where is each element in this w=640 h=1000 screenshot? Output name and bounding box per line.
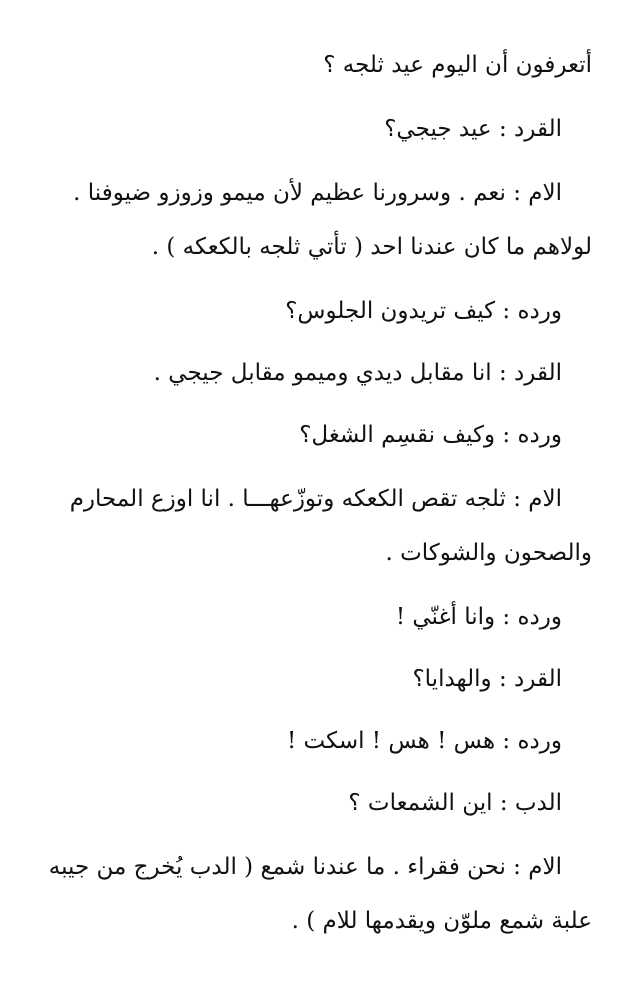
dialogue-line: ورده : وانا أغنّي !: [395, 604, 562, 630]
dialogue-line: الام : ثلجه تقص الكعكه وتوزّعهـــا . انا اوزع المحارم: [69, 486, 562, 512]
dialogue-line: ورده : وكيف نقسِم الشغل؟: [299, 422, 562, 448]
dialogue-line: الام : نحن فقراء . ما عندنا شمع ( الدب يُخرج من جيبه: [48, 854, 562, 880]
dialogue-line: ورده : كيف تريدون الجلوس؟: [285, 298, 562, 324]
text-line: أتعرفون أن اليوم عيد ثلجه ؟: [323, 52, 592, 78]
text-line: علبة شمع ملوّن ويقدمها للام ) .: [291, 908, 592, 934]
dialogue-line: الدب : اين الشمعات ؟: [348, 790, 562, 816]
text-line: والصحون والشوكات .: [385, 540, 592, 566]
dialogue-line: القرد : والهدايا؟: [412, 666, 562, 692]
dialogue-line: الام : نعم . وسرورنا عظيم لأن ميمو وزوزو ضيوفنا .: [73, 180, 562, 206]
dialogue-line: القرد : انا مقابل ديدي وميمو مقابل جيجي .: [153, 360, 562, 386]
dialogue-line: ورده : هس ! هس ! اسكت !: [286, 728, 562, 754]
text-line: لولاهم ما كان عندنا احد ( تأتي ثلجه بالكعكه ) .: [151, 234, 592, 260]
dialogue-line: القرد : عيد جيجي؟: [384, 116, 562, 142]
